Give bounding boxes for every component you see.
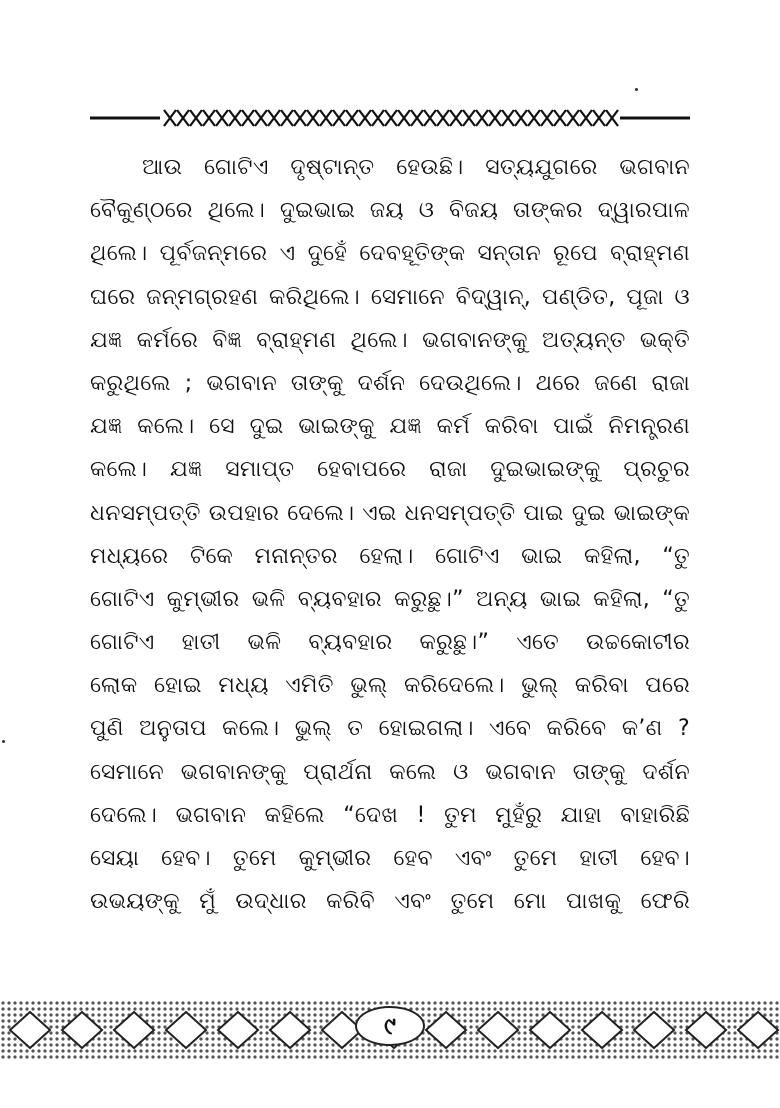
ornament-cross <box>372 110 384 126</box>
text-line: ଗୋଟିଏ ହାତୀ ଭଳି ବ୍ୟବହାର କରୁଛୁ।” ଏତେ ଉଚ୍ଚକୋଟୀର <box>90 630 690 656</box>
ornament-cross <box>307 110 319 126</box>
ornament-cross <box>606 110 618 126</box>
ornament-cross <box>268 110 280 126</box>
ornament-cross <box>476 110 488 126</box>
ornament-cross <box>320 110 332 126</box>
ornament-cross <box>502 110 514 126</box>
text-line: ଥିଲେ। ପୂର୍ବଜନ୍ମରେ ଏ ଦୁହେଁ ଦେବହୂତିଙ୍କ ସନ୍ତାନ ରୂପେ ବ୍ରାହ୍ମଣ <box>90 241 690 267</box>
ornament-cross <box>164 110 176 126</box>
ornament-cross <box>450 110 462 126</box>
ornament-cross <box>203 110 215 126</box>
text-line: କରୁଥିଲେ ; ଭଗବାନ ତାଙ୍କୁ ଦର୍ଶନ ଦେଉଥିଲେ। ଥରେ ଜଣେ ରାଜା <box>90 370 690 396</box>
ornament-cross <box>385 110 397 126</box>
text-line: କଲେ। ଯଜ୍ଞ ସମାପ୍ତ ହେବାପରେ ରାଜା ଦୁଇଭାଇଙ୍କୁ ପ୍ରଚୁର <box>90 457 690 483</box>
text-line: ଦେଲେ। ଭଗବାନ କହିଲେ “ଦେଖ ! ତୁମ ମୁହଁରୁ ଯାହା ବାହାରିଛି <box>90 802 690 828</box>
ornament-cross <box>593 110 605 126</box>
ornament-cross <box>294 110 306 126</box>
ornament-cross <box>281 110 293 126</box>
ornament-cross <box>359 110 371 126</box>
ornament-cross <box>541 110 553 126</box>
text-line: ବୈକୁଣ୍ଠରେ ଥିଲେ। ଦୁଇଭାଇ ଜୟ ଓ ବିଜୟ ତାଙ୍କର ଦ୍ୱାରପାଳ <box>90 198 690 224</box>
ornament-cross <box>177 110 189 126</box>
paper-speck <box>2 740 5 743</box>
ornament-cross <box>424 110 436 126</box>
ornament-cross <box>398 110 410 126</box>
ornament-cross <box>255 110 267 126</box>
ornament-cross <box>515 110 527 126</box>
paper-speck <box>635 88 638 91</box>
ornament-cross <box>346 110 358 126</box>
ornament-cross <box>242 110 254 126</box>
text-line: ଲୋକ ହୋଇ ମଧ୍ୟ ଏମିତି ଭୁଲ୍ କରିଦେଲେ। ଭୁଲ୍ କରିବା ପରେ <box>90 673 690 699</box>
ornament-cross <box>333 110 345 126</box>
ornament-cross <box>437 110 449 126</box>
text-line: ଆଉ ଗୋଟିଏ ଦୃଷ୍ଟାନ୍ତ ହେଉଛି। ସତ୍ୟଯୁଗରେ ଭଗବାନ <box>142 155 690 180</box>
text-line: ଯଜ୍ଞ କର୍ମରେ ବିଜ୍ଞ ବ୍ରାହ୍ମଣ ଥିଲେ। ଭଗବାନଙ୍କୁ ଅତ୍ୟନ୍ତ ଭକ୍ତି <box>90 327 690 353</box>
text-line: ମଧ୍ୟରେ ଟିକେ ମନାନ୍ତର ହେଲା। ଗୋଟିଏ ଭାଇ କହିଲା, “ତୁ <box>90 543 690 569</box>
ornament-cross <box>229 110 241 126</box>
text-line: ଘରେ ଜନ୍ମଗ୍ରହଣ କରିଥିଲେ। ସେମାନେ ବିଦ୍ୱାନ୍, ପଣ୍ଡିତ, ପୂଜା ଓ <box>90 284 690 310</box>
ornament-cross <box>411 110 423 126</box>
ornament-cross <box>580 110 592 126</box>
text-line: ସେମାନେ ଭଗବାନଙ୍କୁ ପ୍ରାର୍ଥନା କଲେ ଓ ଭଗବାନ ତାଙ୍କୁ ଦର୍ଶନ <box>90 759 690 785</box>
ornament-cross <box>463 110 475 126</box>
ornament-cross <box>216 110 228 126</box>
ornament-cross <box>554 110 566 126</box>
decorative-header-rule <box>90 104 690 132</box>
text-line: ଉଭୟଙ୍କୁ ମୁଁ ଉଦ୍ଧାର କରିବି ଏବଂ ତୁମେ ମୋ ପାଖକୁ ଫେରି <box>90 889 690 915</box>
text-line: ପୁଣି ଅନୁତାପ କଲେ। ଭୁଲ୍ ତ ହୋଇଗଲା। ଏବେ କରିବେ କ’ଣ ? <box>90 716 690 742</box>
ornament-cross <box>528 110 540 126</box>
text-line: ସେୟା ହେବ। ତୁମେ କୁମ୍ଭୀର ହେବ ଏବଂ ତୁମେ ହାତୀ ହେବ। <box>90 846 690 871</box>
page-number: ୯ <box>355 1006 425 1046</box>
text-line: ଧନସମ୍ପତ୍ତି ଉପହାର ଦେଲେ। ଏଇ ଧନସମ୍ପତ୍ତି ପାଇ ଦୁଇ ଭାଇଙ୍କ <box>90 500 690 526</box>
body-text <box>90 146 690 923</box>
ornament-cross <box>190 110 202 126</box>
ornament-cross <box>567 110 579 126</box>
text-line: ଯଜ୍ଞ କଲେ। ସେ ଦୁଇ ଭାଇଙ୍କୁ ଯଜ୍ଞ କର୍ମ କରିବା ପାଇଁ ନିମନ୍ତ୍ରଣ <box>90 414 690 440</box>
ornament-cross <box>489 110 501 126</box>
text-line: ଗୋଟିଏ କୁମ୍ଭୀର ଭଳି ବ୍ୟବହାର କରୁଛୁ।” ଅନ୍ୟ ଭାଇ କହିଲା, “ତୁ <box>90 586 690 612</box>
